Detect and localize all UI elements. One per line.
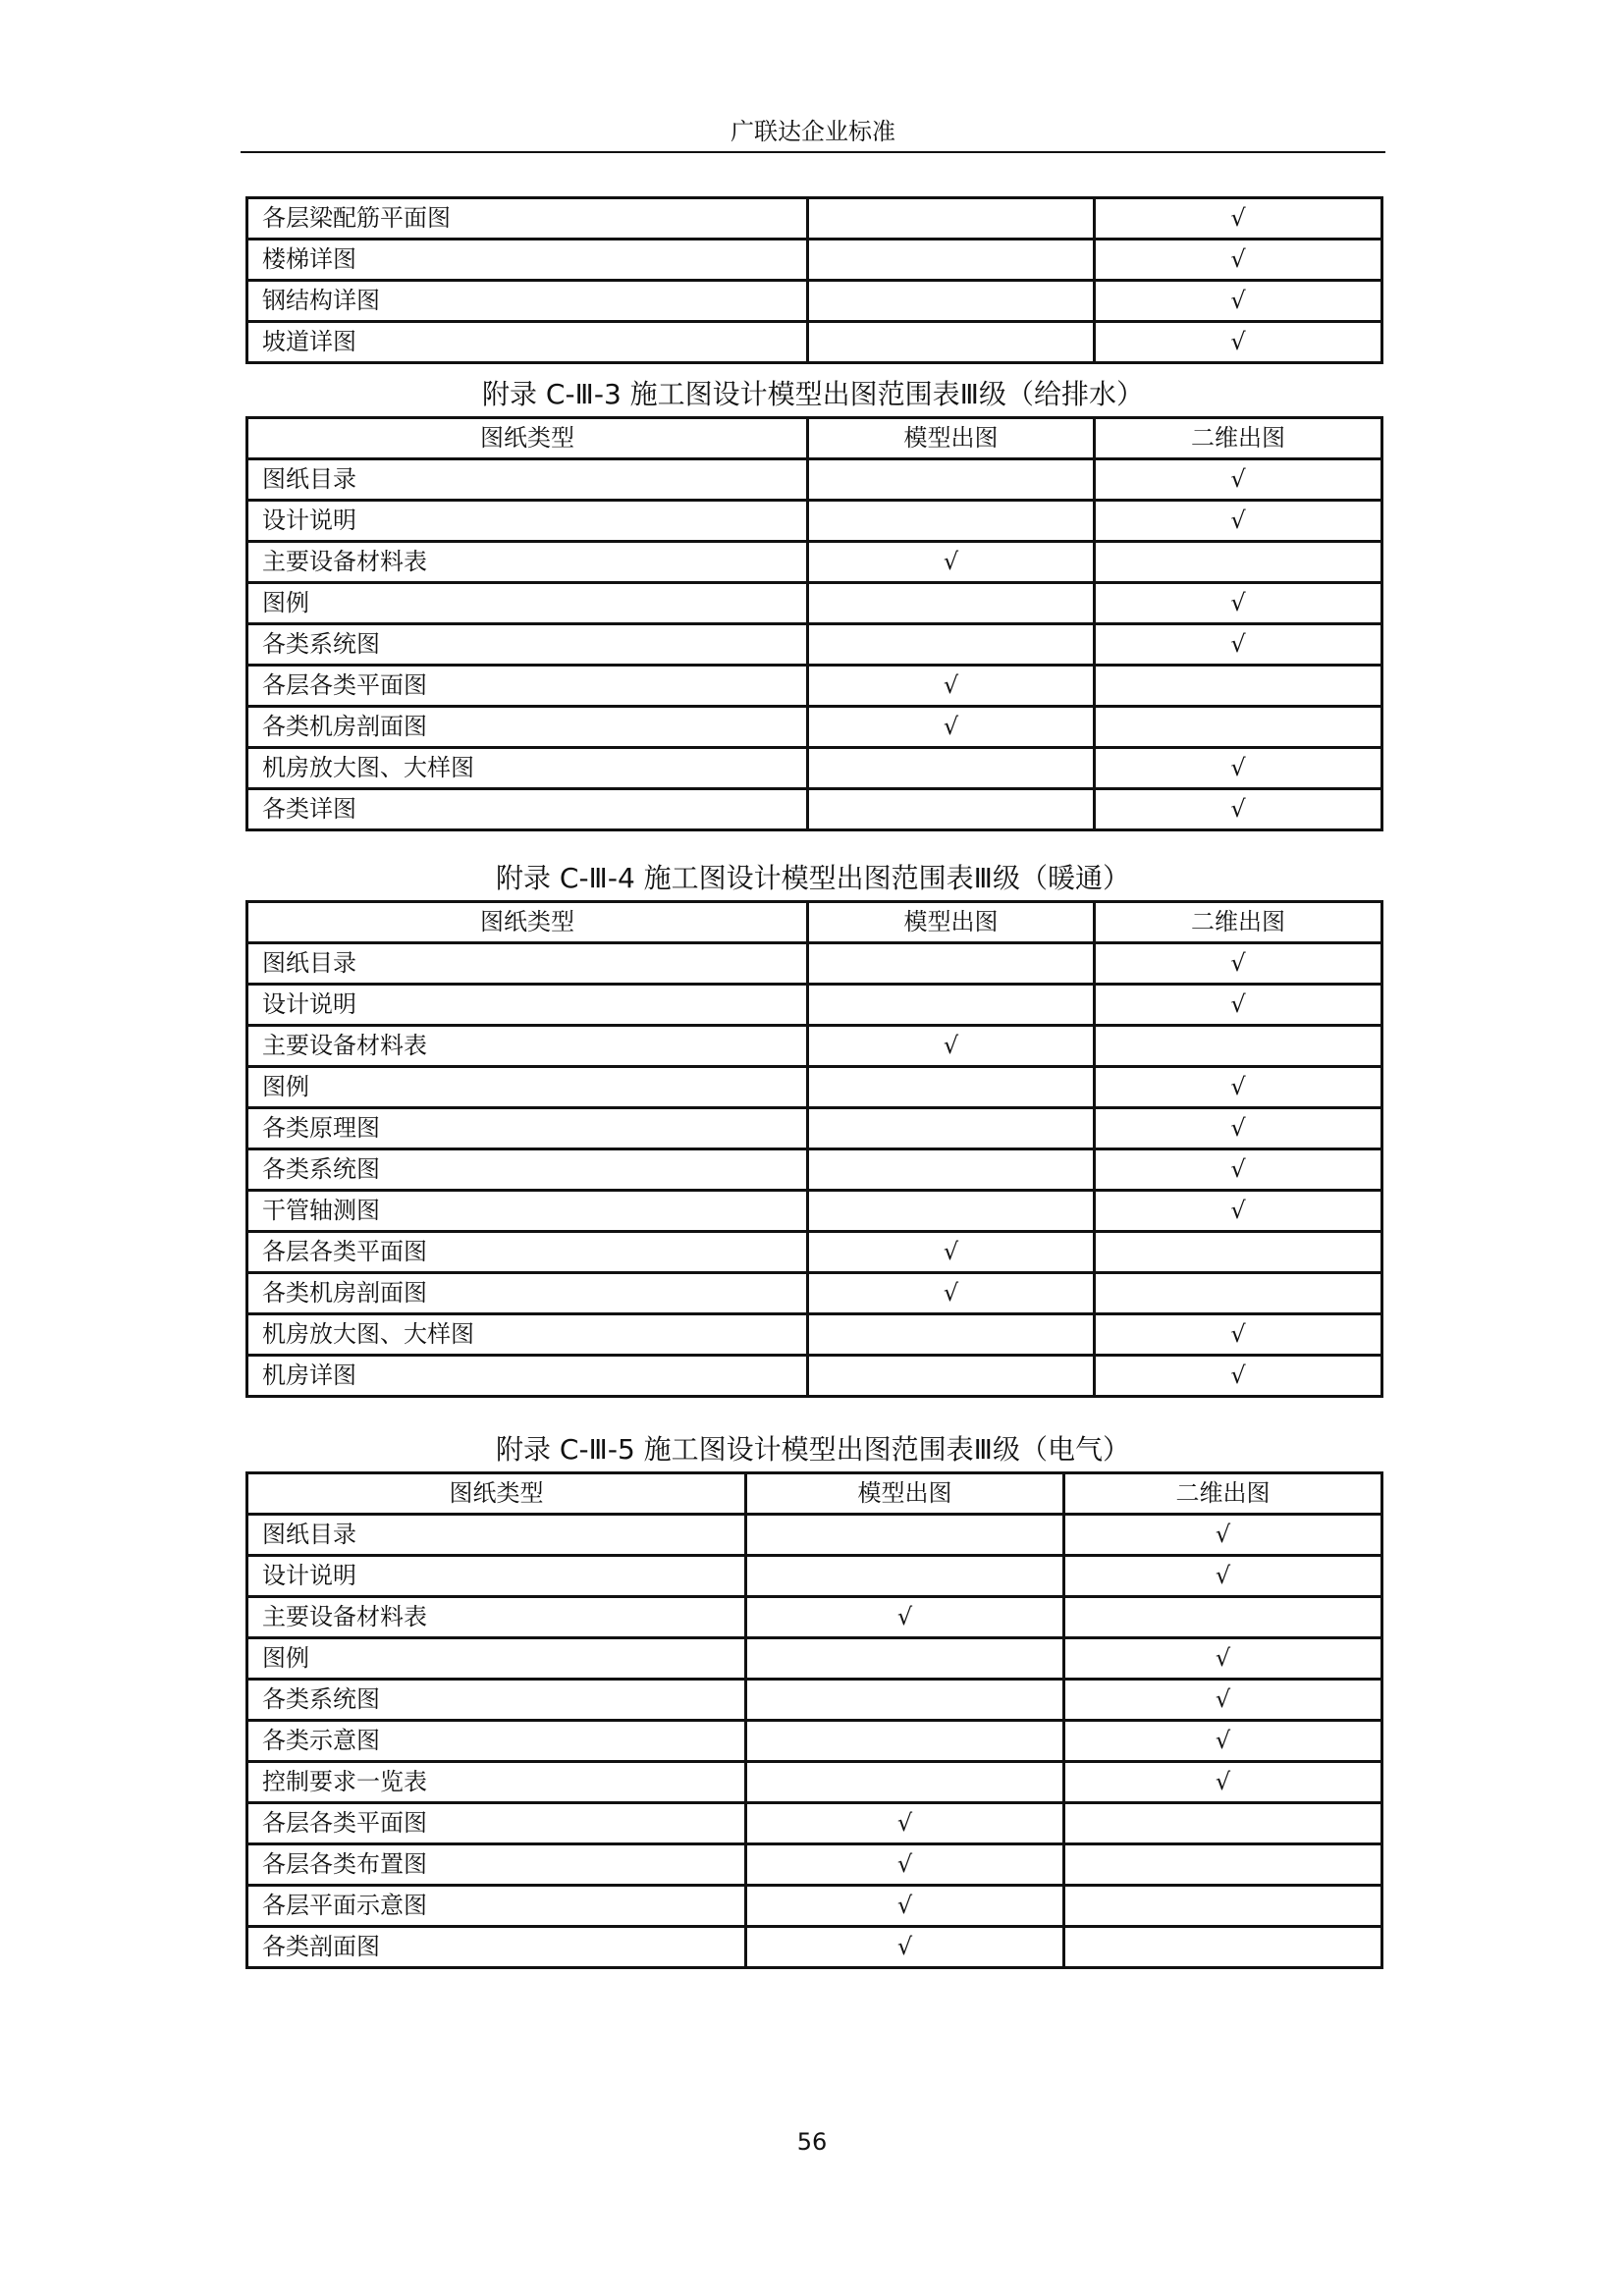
drawing-type-cell: 机房放大图、大样图 (247, 1314, 808, 1356)
model-output-cell (808, 322, 1095, 363)
table-row (247, 1108, 1382, 1149)
drawing-type-cell: 设计说明 (247, 501, 808, 542)
table-row (247, 985, 1382, 1026)
drawing-type-cell: 各类机房剖面图 (247, 707, 808, 748)
model-output-cell: √ (808, 666, 1095, 707)
model-output-cell (808, 789, 1095, 830)
cad-output-cell: √ (1095, 789, 1382, 830)
model-output-cell: √ (746, 1803, 1064, 1844)
table-row (247, 198, 1382, 240)
column-header-drawing-type: 图纸类型 (247, 902, 808, 943)
drawing-type-cell: 设计说明 (247, 985, 808, 1026)
table-body (247, 943, 1382, 1397)
cad-output-cell: √ (1064, 1638, 1382, 1680)
drawing-type-cell: 主要设备材料表 (247, 1026, 808, 1067)
page-header: 广联达企业标准 (731, 118, 895, 145)
drawing-type-cell: 各类原理图 (247, 1108, 808, 1149)
model-output-cell (808, 459, 1095, 501)
model-output-cell (808, 748, 1095, 789)
table-row (247, 1232, 1382, 1273)
table-row (247, 583, 1382, 624)
cad-output-cell: √ (1095, 943, 1382, 985)
drawing-type-cell: 各类机房剖面图 (247, 1273, 808, 1314)
table-electrical (245, 1428, 1380, 1969)
cad-output-cell (1064, 1803, 1382, 1844)
cad-output-cell: √ (1095, 748, 1382, 789)
drawing-type-cell: 图纸目录 (247, 459, 808, 501)
drawing-type-cell: 钢结构详图 (247, 281, 808, 322)
cad-output-cell (1064, 1927, 1382, 1968)
table-row (247, 666, 1382, 707)
cad-output-cell: √ (1095, 624, 1382, 666)
table-body (247, 459, 1382, 830)
drawing-type-cell: 主要设备材料表 (247, 542, 808, 583)
table-body (247, 198, 1382, 363)
column-header-2d-output: 二维出图 (1064, 1473, 1382, 1515)
model-output-cell (808, 985, 1095, 1026)
cad-output-cell: √ (1064, 1556, 1382, 1597)
table-caption: 附录 C-Ⅲ-4 施工图设计模型出图范围表Ⅲ级（暖通） (496, 862, 1130, 894)
model-output-cell (808, 198, 1095, 240)
table-row (247, 1356, 1382, 1397)
table-row (247, 1067, 1382, 1108)
cad-output-cell (1095, 542, 1382, 583)
model-output-cell (808, 240, 1095, 281)
table-row (247, 1680, 1382, 1721)
model-output-cell (746, 1721, 1064, 1762)
cad-output-cell (1095, 1273, 1382, 1314)
drawing-type-cell: 控制要求一览表 (247, 1762, 746, 1803)
table-row (247, 542, 1382, 583)
table-row (247, 624, 1382, 666)
cad-output-cell: √ (1095, 322, 1382, 363)
table-row (247, 1762, 1382, 1803)
model-output-cell (808, 1314, 1095, 1356)
cad-output-cell (1095, 1232, 1382, 1273)
model-output-cell (808, 1067, 1095, 1108)
column-header-2d-output: 二维出图 (1095, 902, 1382, 943)
page-number: 56 (796, 2128, 828, 2156)
table-row (247, 1844, 1382, 1886)
column-header-model-output: 模型出图 (746, 1473, 1064, 1515)
model-output-cell (746, 1762, 1064, 1803)
cad-output-cell: √ (1095, 1067, 1382, 1108)
drawing-scope-table (245, 1471, 1383, 1969)
cad-output-cell: √ (1064, 1680, 1382, 1721)
table-row (247, 281, 1382, 322)
header-rule (241, 151, 1385, 153)
model-output-cell: √ (746, 1597, 1064, 1638)
model-output-cell: √ (808, 1273, 1095, 1314)
drawing-type-cell: 各类剖面图 (247, 1927, 746, 1968)
table-row (247, 748, 1382, 789)
column-header-2d-output: 二维出图 (1095, 418, 1382, 459)
model-output-cell (808, 1149, 1095, 1191)
model-output-cell (808, 1108, 1095, 1149)
cad-output-cell: √ (1095, 1314, 1382, 1356)
table-row (247, 1191, 1382, 1232)
drawing-type-cell: 楼梯详图 (247, 240, 808, 281)
drawing-type-cell: 各层各类平面图 (247, 1232, 808, 1273)
table-row (247, 1273, 1382, 1314)
drawing-type-cell: 图纸目录 (247, 1515, 746, 1556)
cad-output-cell: √ (1064, 1762, 1382, 1803)
table-row (247, 1556, 1382, 1597)
drawing-type-cell: 各类系统图 (247, 1680, 746, 1721)
model-output-cell (808, 281, 1095, 322)
drawing-type-cell: 各层各类平面图 (247, 1803, 746, 1844)
cad-output-cell: √ (1095, 198, 1382, 240)
cad-output-cell: √ (1095, 985, 1382, 1026)
table-row (247, 1721, 1382, 1762)
table-row (247, 240, 1382, 281)
drawing-type-cell: 各层各类平面图 (247, 666, 808, 707)
table-row (247, 1026, 1382, 1067)
table-row (247, 459, 1382, 501)
model-output-cell (808, 583, 1095, 624)
model-output-cell (808, 943, 1095, 985)
table-row (247, 1927, 1382, 1968)
cad-output-cell: √ (1095, 583, 1382, 624)
table-row (247, 322, 1382, 363)
drawing-type-cell: 图例 (247, 583, 808, 624)
model-output-cell (808, 501, 1095, 542)
table-row (247, 1314, 1382, 1356)
cad-output-cell: √ (1095, 1108, 1382, 1149)
cad-output-cell: √ (1095, 501, 1382, 542)
drawing-type-cell: 各类详图 (247, 789, 808, 830)
cad-output-cell: √ (1095, 281, 1382, 322)
table-row (247, 943, 1382, 985)
cad-output-cell: √ (1095, 1191, 1382, 1232)
column-header-drawing-type: 图纸类型 (247, 1473, 746, 1515)
table-row (247, 1638, 1382, 1680)
cad-output-cell (1064, 1597, 1382, 1638)
cad-output-cell (1064, 1886, 1382, 1927)
drawing-type-cell: 图纸目录 (247, 943, 808, 985)
drawing-type-cell: 各类系统图 (247, 624, 808, 666)
drawing-scope-table (245, 196, 1383, 364)
model-output-cell (808, 1356, 1095, 1397)
table-body (247, 1515, 1382, 1968)
drawing-type-cell: 各层各类布置图 (247, 1844, 746, 1886)
table-row (247, 707, 1382, 748)
cad-output-cell (1095, 1026, 1382, 1067)
model-output-cell (808, 1191, 1095, 1232)
model-output-cell: √ (746, 1886, 1064, 1927)
cad-output-cell (1095, 707, 1382, 748)
model-output-cell (808, 624, 1095, 666)
table-caption: 附录 C-Ⅲ-3 施工图设计模型出图范围表Ⅲ级（给排水） (482, 378, 1144, 410)
drawing-type-cell: 各类示意图 (247, 1721, 746, 1762)
model-output-cell: √ (808, 707, 1095, 748)
drawing-type-cell: 各层平面示意图 (247, 1886, 746, 1927)
table-plumbing (245, 373, 1380, 831)
drawing-type-cell: 各类系统图 (247, 1149, 808, 1191)
column-header-model-output: 模型出图 (808, 902, 1095, 943)
table-row (247, 1886, 1382, 1927)
model-output-cell (746, 1556, 1064, 1597)
drawing-type-cell: 机房放大图、大样图 (247, 748, 808, 789)
cad-output-cell: √ (1095, 1356, 1382, 1397)
cad-output-cell (1064, 1844, 1382, 1886)
table-structure-continued (245, 196, 1380, 364)
model-output-cell (746, 1638, 1064, 1680)
model-output-cell (746, 1515, 1064, 1556)
table-row (247, 501, 1382, 542)
model-output-cell: √ (808, 1232, 1095, 1273)
cad-output-cell: √ (1064, 1721, 1382, 1762)
cad-output-cell: √ (1095, 459, 1382, 501)
drawing-scope-table (245, 900, 1383, 1398)
drawing-type-cell: 主要设备材料表 (247, 1597, 746, 1638)
table-caption: 附录 C-Ⅲ-5 施工图设计模型出图范围表Ⅲ级（电气） (496, 1433, 1130, 1466)
model-output-cell (746, 1680, 1064, 1721)
drawing-type-cell: 图例 (247, 1067, 808, 1108)
model-output-cell: √ (808, 542, 1095, 583)
drawing-type-cell: 机房详图 (247, 1356, 808, 1397)
drawing-type-cell: 各层梁配筋平面图 (247, 198, 808, 240)
drawing-type-cell: 图例 (247, 1638, 746, 1680)
table-row (247, 789, 1382, 830)
cad-output-cell: √ (1095, 1149, 1382, 1191)
drawing-type-cell: 干管轴测图 (247, 1191, 808, 1232)
model-output-cell: √ (746, 1844, 1064, 1886)
drawing-type-cell: 坡道详图 (247, 322, 808, 363)
table-header-row (247, 902, 1382, 943)
table-header-row (247, 418, 1382, 459)
table-row (247, 1515, 1382, 1556)
drawing-type-cell: 设计说明 (247, 1556, 746, 1597)
cad-output-cell: √ (1064, 1515, 1382, 1556)
drawing-scope-table (245, 416, 1383, 831)
model-output-cell: √ (808, 1026, 1095, 1067)
cad-output-cell: √ (1095, 240, 1382, 281)
table-hvac (245, 857, 1380, 1398)
table-row (247, 1597, 1382, 1638)
table-header-row (247, 1473, 1382, 1515)
model-output-cell: √ (746, 1927, 1064, 1968)
table-row (247, 1149, 1382, 1191)
table-row (247, 1803, 1382, 1844)
column-header-drawing-type: 图纸类型 (247, 418, 808, 459)
cad-output-cell (1095, 666, 1382, 707)
column-header-model-output: 模型出图 (808, 418, 1095, 459)
